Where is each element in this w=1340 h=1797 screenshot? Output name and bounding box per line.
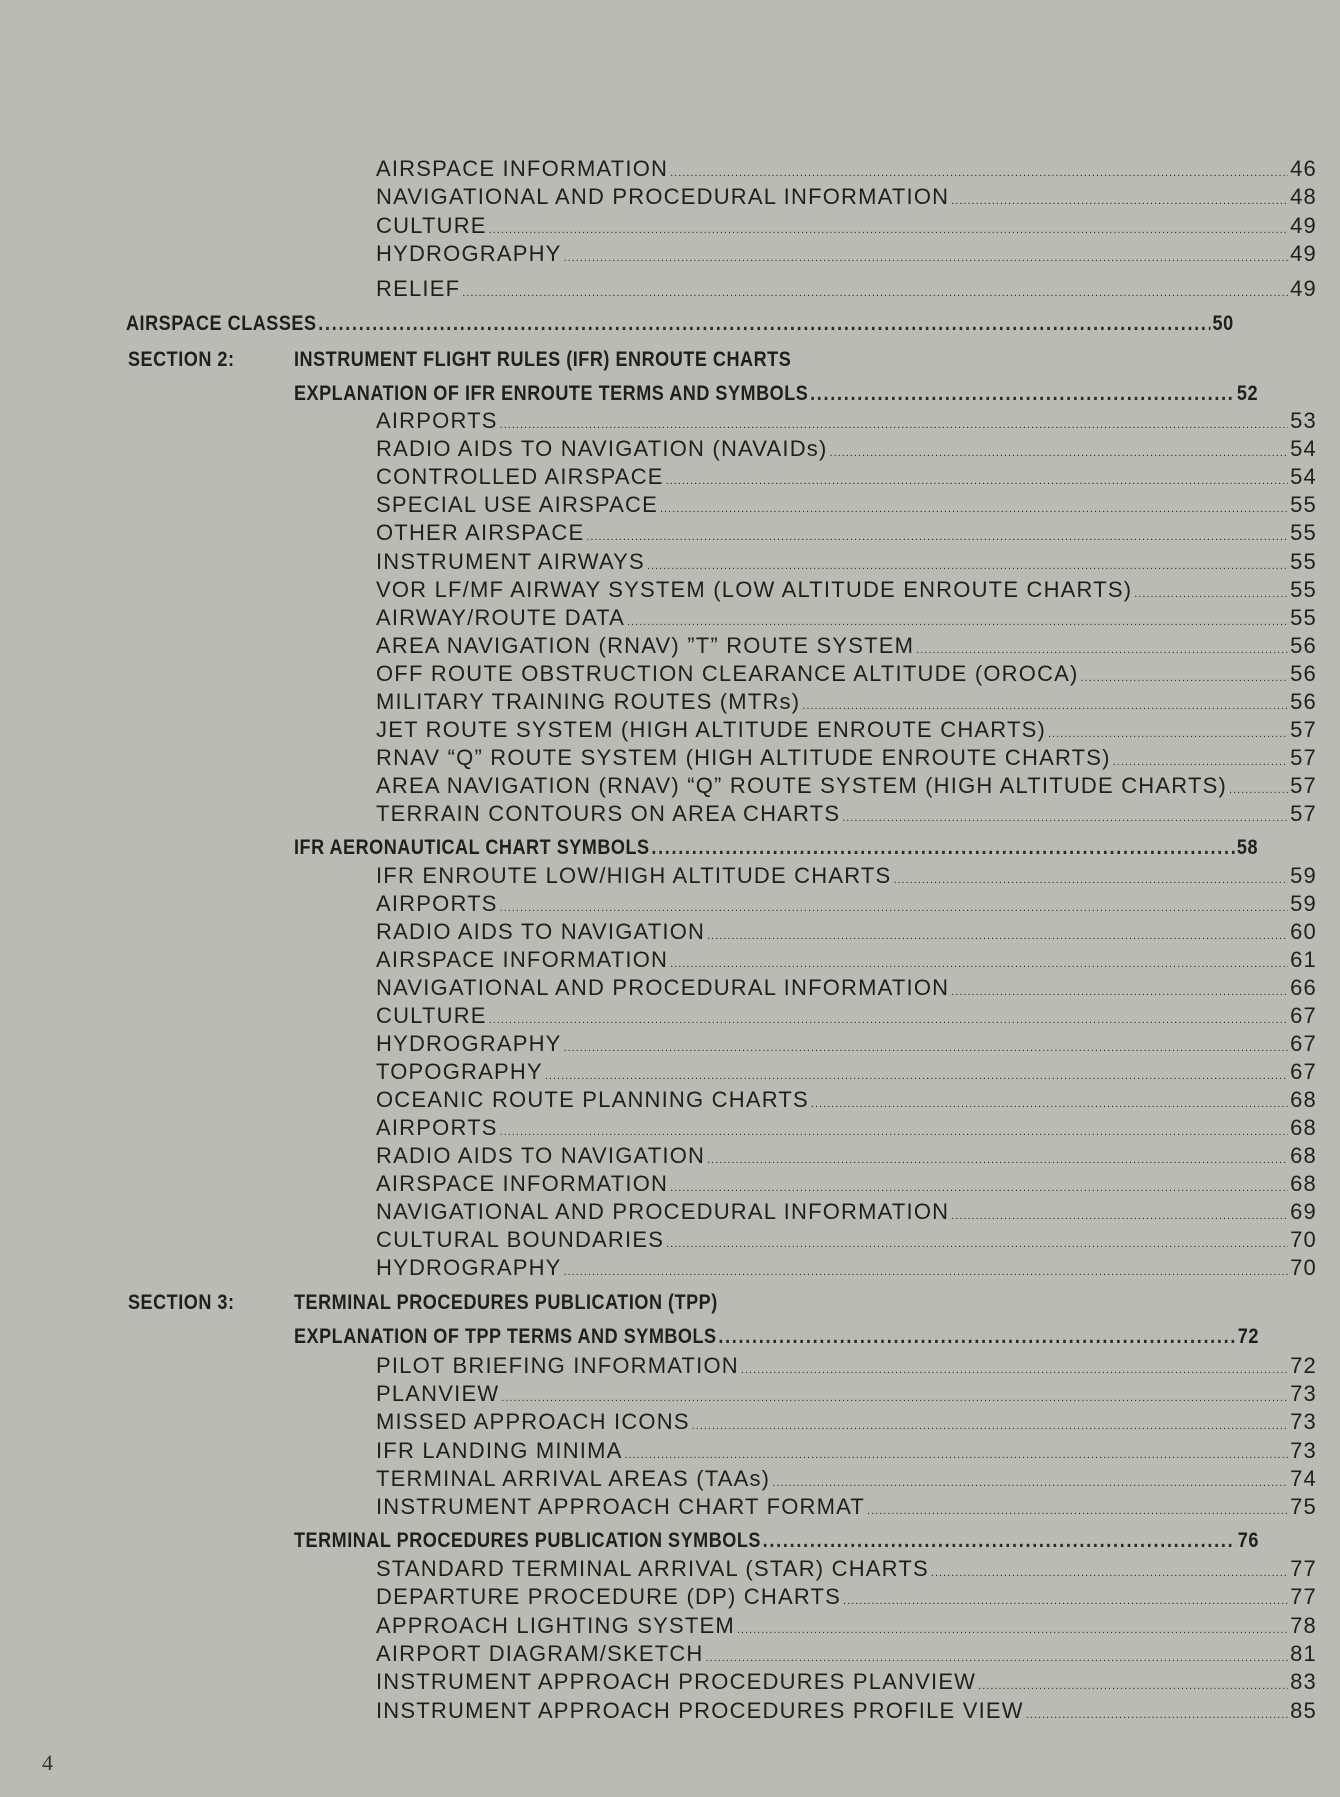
entry-label: OCEANIC ROUTE PLANNING CHARTS (376, 1087, 809, 1112)
entry-label: VOR LF/MF AIRWAY SYSTEM (LOW ALTITUDE ENROUTE CHARTS) (376, 577, 1133, 602)
entry-label: NAVIGATIONAL AND PROCEDURAL INFORMATION (376, 184, 950, 209)
toc-entry[interactable] (376, 1170, 1317, 1198)
toc-entry[interactable] (376, 576, 1317, 604)
entry-page: 56 (1290, 633, 1317, 658)
leader-dots (564, 244, 1289, 272)
toc-entry[interactable] (376, 1254, 1317, 1282)
entry-page: 73 (1290, 1381, 1317, 1406)
toc-entry-tpp-explanation[interactable] (294, 1323, 1259, 1351)
entry-label: TOPOGRAPHY (376, 1059, 543, 1084)
entry-page: 49 (1290, 241, 1317, 266)
leader-dots (978, 1672, 1288, 1700)
entry-label: MILITARY TRAINING ROUTES (MTRs) (376, 689, 801, 714)
entry-page: 67 (1290, 1031, 1317, 1056)
toc-entry[interactable] (376, 632, 1317, 660)
section-3-title[interactable]: TERMINAL PROCEDURES PUBLICATION (TPP) (294, 1291, 718, 1314)
entry-page: 67 (1290, 1059, 1317, 1084)
toc-entry[interactable] (376, 800, 1317, 828)
entry-page: 57 (1290, 773, 1317, 798)
entry-page: 61 (1290, 947, 1317, 972)
entry-label: MISSED APPROACH ICONS (376, 1409, 690, 1434)
entry-label: IFR ENROUTE LOW/HIGH ALTITUDE CHARTS (376, 863, 892, 888)
entry-label: INSTRUMENT APPROACH CHART FORMAT (376, 1494, 866, 1519)
toc-entry[interactable] (376, 1086, 1317, 1114)
toc-entry[interactable] (376, 1226, 1317, 1254)
entry-label: AIRSPACE INFORMATION (376, 947, 669, 972)
entry-page: 85 (1290, 1698, 1317, 1723)
entry-label: AREA NAVIGATION (RNAV) “Q” ROUTE SYSTEM (HIGH ALTITUDE CHARTS) (376, 773, 1227, 798)
entry-label: HYDROGRAPHY (376, 1031, 562, 1056)
leader-dots (462, 279, 1288, 307)
entry-page: 76 (1237, 1529, 1259, 1552)
entry-page: 55 (1290, 577, 1317, 602)
entry-page: 77 (1290, 1584, 1317, 1609)
toc-entry[interactable] (376, 862, 1317, 890)
toc-entry[interactable] (376, 1114, 1317, 1142)
entry-page: 55 (1290, 492, 1317, 517)
toc-entry[interactable] (376, 1352, 1317, 1380)
entry-label: AIRWAY/ROUTE DATA (376, 605, 625, 630)
entry-page: 59 (1290, 891, 1317, 916)
toc-entry[interactable] (376, 1380, 1317, 1408)
leader-dots (810, 380, 1235, 408)
leader-dots (718, 1323, 1236, 1351)
toc-entry[interactable] (376, 1437, 1317, 1465)
entry-page: 49 (1290, 276, 1317, 301)
entry-page: 58 (1236, 836, 1259, 859)
entry-page: 73 (1290, 1438, 1317, 1463)
entry-label: RADIO AIDS TO NAVIGATION (NAVAIDs) (376, 436, 828, 461)
entry-page: 74 (1290, 1466, 1317, 1491)
toc-entry[interactable] (376, 1555, 1317, 1583)
entry-page: 55 (1290, 520, 1317, 545)
entry-label: OTHER AIRSPACE (376, 520, 585, 545)
leader-dots (843, 1587, 1288, 1615)
entry-label: EXPLANATION OF IFR ENROUTE TERMS AND SYMBOLS (294, 382, 809, 405)
entry-page: 50 (1212, 312, 1234, 335)
toc-entry[interactable] (376, 1640, 1317, 1668)
entry-page: 68 (1290, 1171, 1317, 1196)
entry-page: 46 (1290, 156, 1317, 181)
entry-label: IFR AERONAUTICAL CHART SYMBOLS (294, 836, 650, 859)
entry-label: APPROACH LIGHTING SYSTEM (376, 1613, 735, 1638)
entry-page: 55 (1290, 605, 1317, 630)
toc-entry[interactable] (376, 660, 1317, 688)
toc-entry-airspace-classes[interactable] (126, 310, 1234, 338)
page-number: 4 (42, 1750, 53, 1775)
toc-entry[interactable] (376, 1465, 1317, 1493)
toc-entry[interactable] (376, 1198, 1317, 1226)
entry-label: SPECIAL USE AIRSPACE (376, 492, 658, 517)
toc-entry[interactable] (376, 1142, 1317, 1170)
toc-entry-ifr-symbols[interactable] (294, 834, 1258, 862)
entry-label: OFF ROUTE OBSTRUCTION CLEARANCE ALTITUDE (OROCA) (376, 661, 1079, 686)
toc-entry[interactable] (376, 1002, 1317, 1030)
entry-page: 56 (1290, 689, 1317, 714)
entry-label: HYDROGRAPHY (376, 241, 562, 266)
toc-entry[interactable] (376, 1030, 1317, 1058)
entry-label: AIRSPACE INFORMATION (376, 1171, 669, 1196)
entry-label: RELIEF (376, 276, 461, 301)
entry-label: NAVIGATIONAL AND PROCEDURAL INFORMATION (376, 1199, 950, 1224)
toc-entry[interactable] (376, 604, 1317, 632)
entry-label: PILOT BRIEFING INFORMATION (376, 1353, 739, 1378)
entry-page: 72 (1290, 1353, 1317, 1378)
entry-label: CULTURE (376, 213, 487, 238)
entry-label: TERMINAL ARRIVAL AREAS (TAAs) (376, 1466, 771, 1491)
toc-entry[interactable] (376, 688, 1317, 716)
toc-entry-ifr-explanation[interactable] (294, 380, 1258, 408)
leader-dots (692, 1412, 1288, 1440)
toc-entry[interactable] (376, 918, 1317, 946)
section-2-title[interactable]: INSTRUMENT FLIGHT RULES (IFR) ENROUTE CHARTS (294, 348, 792, 371)
entry-page: 54 (1290, 464, 1317, 489)
entry-label: IFR LANDING MINIMA (376, 1438, 623, 1463)
entry-label: AIRPORTS (376, 891, 498, 916)
toc-entry[interactable] (376, 1408, 1317, 1436)
leader-dots (564, 1258, 1289, 1286)
entry-page: 49 (1290, 213, 1317, 238)
entry-page: 70 (1290, 1255, 1317, 1280)
entry-label: CONTROLLED AIRSPACE (376, 464, 664, 489)
leader-dots (586, 523, 1288, 551)
entry-page: 81 (1290, 1641, 1317, 1666)
entry-page: 60 (1290, 919, 1317, 944)
toc-entry[interactable] (376, 435, 1317, 463)
entry-page: 73 (1290, 1409, 1317, 1434)
entry-label: AIRPORT DIAGRAM/SKETCH (376, 1641, 704, 1666)
entry-page: 75 (1290, 1494, 1317, 1519)
entry-page: 77 (1290, 1556, 1317, 1581)
entry-label: NAVIGATIONAL AND PROCEDURAL INFORMATION (376, 975, 950, 1000)
toc-entry[interactable] (376, 491, 1317, 519)
entry-label: AIRPORTS (376, 1115, 498, 1140)
entry-label: RNAV “Q” ROUTE SYSTEM (HIGH ALTITUDE ENROUTE CHARTS) (376, 745, 1111, 770)
entry-page: 78 (1290, 1613, 1317, 1638)
entry-page: 67 (1290, 1003, 1317, 1028)
entry-page: 57 (1290, 745, 1317, 770)
entry-label: JET ROUTE SYSTEM (HIGH ALTITUDE ENROUTE CHARTS) (376, 717, 1047, 742)
toc-entry[interactable] (376, 744, 1317, 772)
entry-label: PLANVIEW (376, 1381, 500, 1406)
toc-entry[interactable] (376, 1697, 1317, 1725)
toc-entry[interactable] (376, 275, 1317, 303)
entry-label: INSTRUMENT AIRWAYS (376, 549, 645, 574)
toc-entry[interactable] (376, 548, 1317, 576)
toc-entry[interactable] (376, 1668, 1317, 1696)
leader-dots (842, 804, 1288, 832)
toc-entry-tpp-symbols[interactable] (294, 1527, 1259, 1555)
entry-page: 53 (1290, 408, 1317, 433)
entry-page: 70 (1290, 1227, 1317, 1252)
toc-entry[interactable] (376, 890, 1317, 918)
entry-label: DEPARTURE PROCEDURE (DP) CHARTS (376, 1584, 842, 1609)
entry-label: STANDARD TERMINAL ARRIVAL (STAR) CHARTS (376, 1556, 929, 1581)
toc-entry[interactable] (376, 155, 1317, 183)
leader-dots (1026, 1701, 1288, 1729)
entry-page: 57 (1290, 717, 1317, 742)
toc-entry[interactable] (376, 716, 1317, 744)
entry-page: 72 (1237, 1325, 1259, 1348)
entry-page: 57 (1290, 801, 1317, 826)
entry-label: RADIO AIDS TO NAVIGATION (376, 919, 706, 944)
section-2-label: SECTION 2: (128, 348, 235, 371)
entry-page: 54 (1290, 436, 1317, 461)
entry-page: 56 (1290, 661, 1317, 686)
toc-entry[interactable] (376, 974, 1317, 1002)
toc-entry[interactable] (376, 772, 1317, 800)
toc-entry[interactable] (376, 1583, 1317, 1611)
toc-entry[interactable] (376, 183, 1317, 211)
entry-label: AREA NAVIGATION (RNAV) ”T” ROUTE SYSTEM (376, 633, 915, 658)
toc-entry[interactable] (376, 519, 1317, 547)
entry-page: 52 (1236, 382, 1259, 405)
toc-entry[interactable] (376, 463, 1317, 491)
entry-label: EXPLANATION OF TPP TERMS AND SYMBOLS (294, 1325, 717, 1348)
toc-entry[interactable] (376, 1493, 1317, 1521)
entry-label: INSTRUMENT APPROACH PROCEDURES PLANVIEW (376, 1669, 977, 1694)
entry-page: 68 (1290, 1087, 1317, 1112)
leader-dots (867, 1497, 1288, 1525)
toc-entry[interactable] (376, 212, 1317, 240)
entry-label: CULTURE (376, 1003, 487, 1028)
toc-entry[interactable] (376, 240, 1317, 268)
toc-entry[interactable] (376, 1058, 1317, 1086)
entry-page: 59 (1290, 863, 1317, 888)
entry-label: CULTURAL BOUNDARIES (376, 1227, 665, 1252)
leader-dots (651, 834, 1235, 862)
entry-page: 69 (1290, 1199, 1317, 1224)
entry-label: AIRSPACE INFORMATION (376, 156, 669, 181)
entry-label: TERMINAL PROCEDURES PUBLICATION SYMBOLS (294, 1529, 761, 1552)
entry-page: 66 (1290, 975, 1317, 1000)
entry-page: 68 (1290, 1143, 1317, 1168)
leader-dots (318, 310, 1211, 338)
toc-entry[interactable] (376, 407, 1317, 435)
entry-label: INSTRUMENT APPROACH PROCEDURES PROFILE VIEW (376, 1698, 1024, 1723)
entry-label: AIRPORTS (376, 408, 498, 433)
entry-label: RADIO AIDS TO NAVIGATION (376, 1143, 706, 1168)
toc-entry[interactable] (376, 946, 1317, 974)
entry-label: AIRSPACE CLASSES (126, 312, 317, 335)
toc-entry[interactable] (376, 1612, 1317, 1640)
entry-page: 55 (1290, 549, 1317, 574)
entry-label: HYDROGRAPHY (376, 1255, 562, 1280)
entry-page: 83 (1290, 1669, 1317, 1694)
entry-label: TERRAIN CONTOURS ON AREA CHARTS (376, 801, 841, 826)
entry-page: 48 (1290, 184, 1317, 209)
section-3-label: SECTION 3: (128, 1291, 235, 1314)
entry-page: 68 (1290, 1115, 1317, 1140)
leader-dots (763, 1527, 1236, 1555)
leader-dots (951, 187, 1288, 215)
